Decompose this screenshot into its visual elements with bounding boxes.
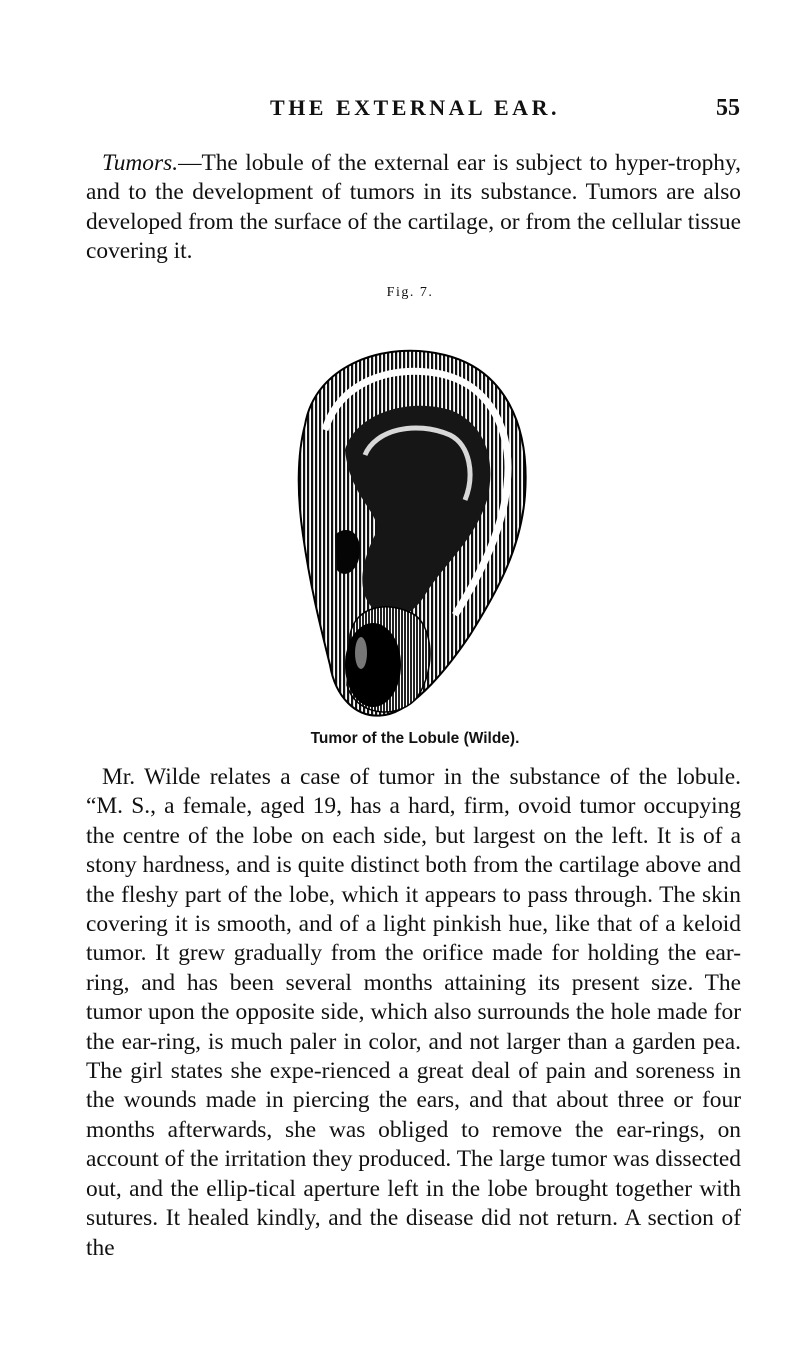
- page-number: 55: [716, 95, 740, 121]
- lobule-tumor: [345, 623, 401, 707]
- running-header: [90, 95, 740, 135]
- tumors-paragraph: [86, 149, 741, 267]
- figure-label: Fig. 7.: [386, 285, 434, 300]
- ear-illustration: [275, 335, 535, 720]
- section-lead-text: —The lobule of the external ear is subject to hyper-trophy, and to the development of tumors in its substance. Tumors are also developed from the surface of the cartilage, or from the cellular tissue covering it.: [86, 150, 741, 265]
- tumor-highlight: [355, 637, 367, 669]
- section-heading: Tumors.: [102, 150, 179, 176]
- figure-caption: Tumor of the Lobule (Wilde).: [310, 730, 520, 747]
- case-paragraph: Mr. Wilde relates a case of tumor in the substance of the lobule. “M. S., a female, aged 19, has a hard, firm, ovoid tumor occupying the centre of the lobe on each side, but largest on the left. It is of a stony hardness, and is quite distinct both from the cartilage above and the fleshy part of the lobe, which it appears to pass through. The skin covering it is smooth, and of a light pinkish hue, like that of a keloid tumor. It grew gradually from the orifice made for holding the ear-ring, and has been several months attaining its present size. The tumor upon the opposite side, which also surrounds the hole made for the ear-ring, is much paler in color, and not larger than a garden pea. The girl states she expe-rienced a great deal of pain and soreness in the wounds made in piercing the ears, and that about three or four months afterwards, she was obliged to remove the ear-rings, on account of the irritation they produced. The large tumor was dissected out, and the ellip-tical aperture left in the lobe brought together with sutures. It healed kindly, and the disease did not return. A section of the: [86, 764, 741, 1261]
- running-title: THE EXTERNAL EAR.: [270, 95, 560, 120]
